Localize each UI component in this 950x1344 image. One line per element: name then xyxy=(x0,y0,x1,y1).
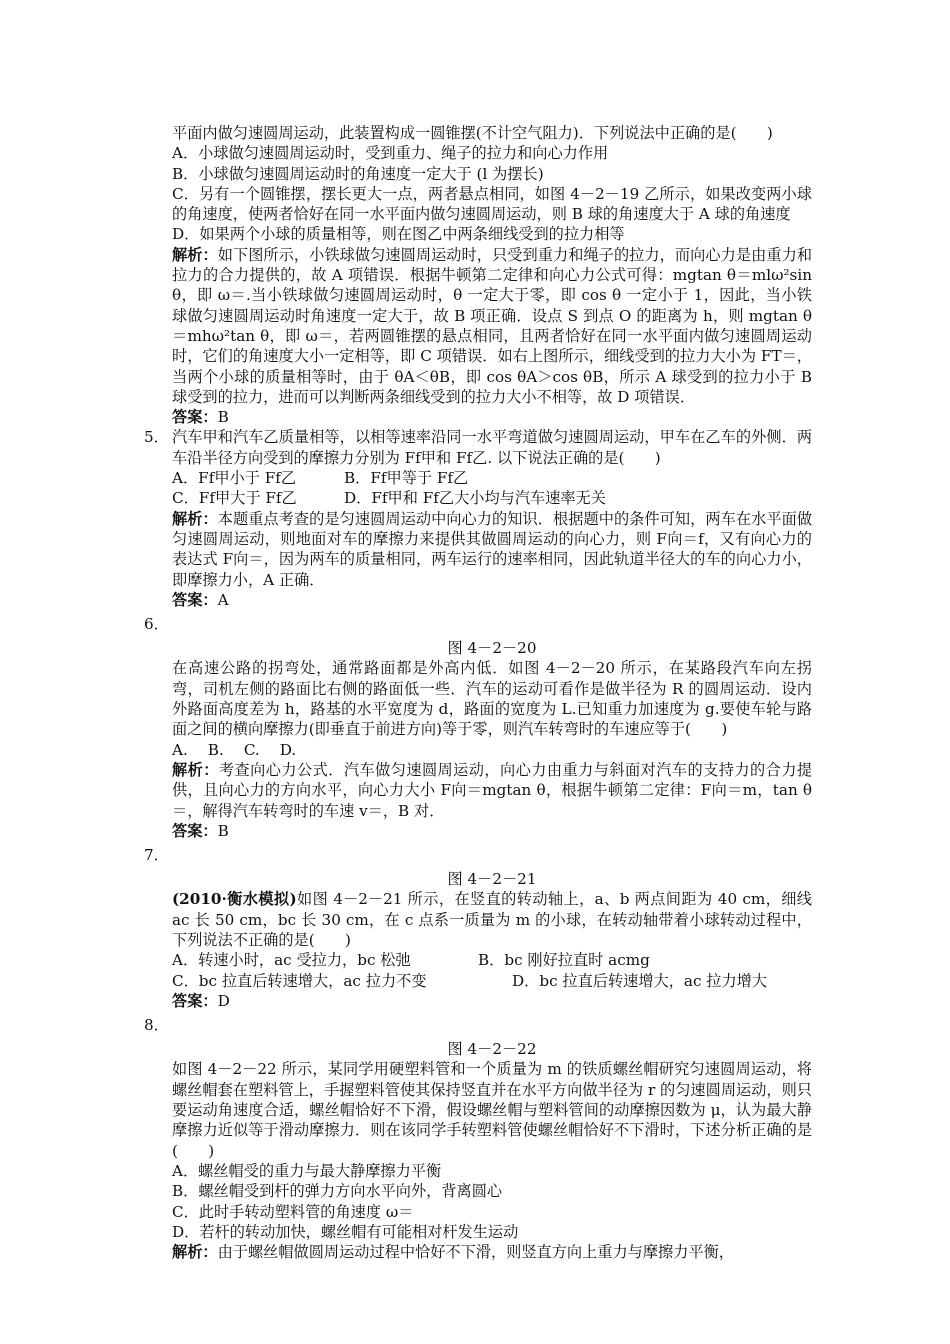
answer-label: 答案： xyxy=(172,408,218,427)
question-5-options-row-1 xyxy=(172,468,812,488)
question-7-stem xyxy=(172,889,812,950)
question-7-option-c: C．bc 拉直后转速增大，ac 拉力不变 xyxy=(172,971,427,990)
answer-value: D xyxy=(217,991,230,1010)
question-8-option-a: A．螺丝帽受的重力与最大静摩擦力平衡 xyxy=(172,1161,442,1180)
question-5 xyxy=(144,427,813,610)
question-6-options: A. B. C. D. xyxy=(172,740,297,759)
question-6-stem: 在高速公路的拐弯处，通常路面都是外高内低．如图 4－2－20 所示，在某路段汽车向左拐弯，司机左侧的路面比右侧的路面低一些．汽车的运动可看作是做半径为 R 的圆周运动．设内外路面高度差为 h，路基的水平宽度为 d，路面的宽度为 L.已知重力加速度为 g.要使车轮与路面之间的横向摩擦力(即垂直于前进方向)等于零，则汽车转弯时的车速应等于( ) xyxy=(172,659,812,739)
question-8-analysis xyxy=(172,1242,812,1262)
answer-value: A xyxy=(217,590,229,609)
question-4-answer xyxy=(172,407,812,427)
answer-label: 答案： xyxy=(172,590,218,609)
question-4-analysis xyxy=(172,245,812,407)
answer-label: 答案： xyxy=(172,991,218,1010)
question-7-answer xyxy=(172,991,812,1011)
question-5-answer xyxy=(172,590,812,610)
figure-caption: 图 4－2－20 xyxy=(447,639,537,658)
question-5-option-a: A．Ff甲小于 Ff乙 xyxy=(172,469,297,488)
question-7-options-row-1 xyxy=(172,950,812,970)
figure-space xyxy=(172,614,812,634)
figure-caption: 图 4－2－21 xyxy=(447,870,537,889)
question-8-option-c: C．此时手转动塑料管的角速度 ω＝ xyxy=(172,1202,414,1221)
question-number: 7． xyxy=(144,846,169,865)
question-number: 5． xyxy=(144,428,169,447)
analysis-label: 解析： xyxy=(172,509,218,528)
question-7-options-row-2 xyxy=(172,971,812,991)
question-number: 8． xyxy=(144,1016,169,1035)
analysis-text: 由于螺丝帽做圆周运动过程中恰好不下滑，则竖直方向上重力与摩擦力平衡， xyxy=(217,1243,734,1262)
analysis-label: 解析： xyxy=(172,245,218,264)
analysis-label: 解析： xyxy=(172,1243,218,1262)
figure-space xyxy=(172,845,812,865)
question-4-option-b: B．小球做匀速圆周运动时的角速度一定大于 (l 为摆长) xyxy=(172,164,544,183)
question-8-option-d: D．若杆的转动加快，螺丝帽有可能相对杆发生运动 xyxy=(172,1222,519,1241)
answer-value: B xyxy=(217,821,229,840)
question-5-option-d: D．Ff甲和 Ff乙大小均与汽车速率无关 xyxy=(344,489,606,508)
question-5-option-c: C．Ff甲大于 Ff乙 xyxy=(172,489,297,508)
question-8 xyxy=(144,1015,812,1262)
question-4-option-c: C．另有一个圆锥摆，摆长更大一点，两者悬点相同，如图 4－2－19 乙所示，如果改变两小球的角速度，使两者恰好在同一水平面内做匀速圆周运动，则 B 球的角速度大于 A 球的角速度 xyxy=(172,184,812,224)
answer-value: B xyxy=(217,408,229,427)
source-label: (2010·衡水模拟) xyxy=(172,890,297,909)
question-4-stem: 平面内做匀速圆周运动，此装置构成一圆锥摆(不计空气阻力)．下列说法中正确的是( ) xyxy=(172,124,773,142)
analysis-text: 考查向心力公式．汽车做匀速圆周运动，向心力由重力与斜面对汽车的支持力的合力提供，且向心力的方向水平，向心力大小 F向＝mgtan θ，根据牛顿第二定律：F向＝m，tan θ＝，解得汽车转弯时的车速 v＝，B 对． xyxy=(172,760,813,820)
question-4-option-d: D．如果两个小球的质量相等，则在图乙中两条细线受到的拉力相等 xyxy=(172,225,625,244)
question-8-option-b: B．螺丝帽受到杆的弹力方向水平向外，背离圆心 xyxy=(172,1182,503,1201)
question-7-option-d: D．bc 拉直后转速增大，ac 拉力增大 xyxy=(512,971,768,990)
question-number: 6． xyxy=(144,615,169,634)
question-4-option-a: A．小球做匀速圆周运动时，受到重力、绳子的拉力和向心力作用 xyxy=(172,144,609,163)
question-5-options-row-2 xyxy=(172,488,812,508)
question-6 xyxy=(144,614,813,841)
question-5-analysis xyxy=(172,509,812,590)
document-body xyxy=(144,123,813,1262)
question-7 xyxy=(144,845,812,1011)
figure-caption: 图 4－2－22 xyxy=(447,1040,537,1059)
question-7-option-a: A．转速小时，ac 受拉力，bc 松弛 xyxy=(172,951,411,970)
analysis-text: 如下图所示，小铁球做匀速圆周运动时，只受到重力和绳子的拉力，而向心力是由重力和拉力的合力提供的，故 A 项错误．根据牛顿第二定律和向心力公式可得：mgtan θ＝mlω²sin θ，即 ω＝.当小铁球做匀速圆周运动时，θ 一定大于零，即 cos θ 一定小于 1，因此，当小铁球做匀速圆周运动时角速度一定大于，故 B 项正确．设点 S 到点 O 的距离为 h，则 mgtan θ＝mhω²tan θ，即 ω＝，若两圆锥摆的悬点相同，且两者恰好在同一水平面内做匀速圆周运动时，它们的角速度大小一定相等，即 C 项错误．如右上图所示，细线受到的拉力大小为 FT＝，当两个小球的质量相等时，由于 θA＜θB，即 cos θA＞cos θB，所示 A 球受到的拉力小于 B 球受到的拉力，进而可以判断两条细线受到的拉力大小不相等，故 D 项错误． xyxy=(172,245,813,406)
analysis-label: 解析： xyxy=(172,760,219,779)
question-5-stem: 汽车甲和汽车乙质量相等，以相等速率沿同一水平弯道做匀速圆周运动，甲车在乙车的外侧．两车沿半径方向受到的摩擦力分别为 Ff甲和 Ff乙. 以下说法正确的是( ) xyxy=(172,428,812,467)
question-7-option-b: B．bc 刚好拉直时 acmg xyxy=(478,951,650,970)
question-5-option-b: B．Ff甲等于 Ff乙 xyxy=(344,469,469,488)
analysis-text: 本题重点考查的是匀速圆周运动中向心力的知识．根据题中的条件可知，两车在水平面做匀速圆周运动，则地面对车的摩擦力来提供其做圆周运动的向心力，则 F向＝f，又有向心力的表达式 F向＝，因为两车的质量相同，两车运行的速率相同，因此轨道半径大的车的向心力小，即摩擦力小，A 正确． xyxy=(172,509,813,589)
stem-text: 如图 4－2－21 所示，在竖直的转动轴上，a、b 两点间距为 40 cm，细线 ac 长 50 cm，bc 长 30 cm，在 c 点系一质量为 m 的小球，在转动轴带着小球转动过程中，下列说法不正确的是( ) xyxy=(172,890,812,949)
question-8-stem: 如图 4－2－22 所示，某同学用硬塑料管和一个质量为 m 的铁质螺丝帽研究匀速圆周运动，将螺丝帽套在塑料管上，手握塑料管使其保持竖直并在水平方向做半径为 r 的匀速圆周运动，则只要运动角速度合适，螺丝帽恰好不下滑，假设螺丝帽与塑料管间的动摩擦因数为 μ，认为最大静摩擦力近似等于滑动摩擦力．则在该同学手转塑料管使螺丝帽恰好不下滑时，下述分析正确的是( ) xyxy=(172,1060,812,1160)
answer-label: 答案： xyxy=(172,821,218,840)
question-4 xyxy=(172,123,812,427)
question-6-analysis xyxy=(172,760,812,821)
figure-space xyxy=(172,1015,812,1035)
question-6-answer xyxy=(172,821,812,841)
